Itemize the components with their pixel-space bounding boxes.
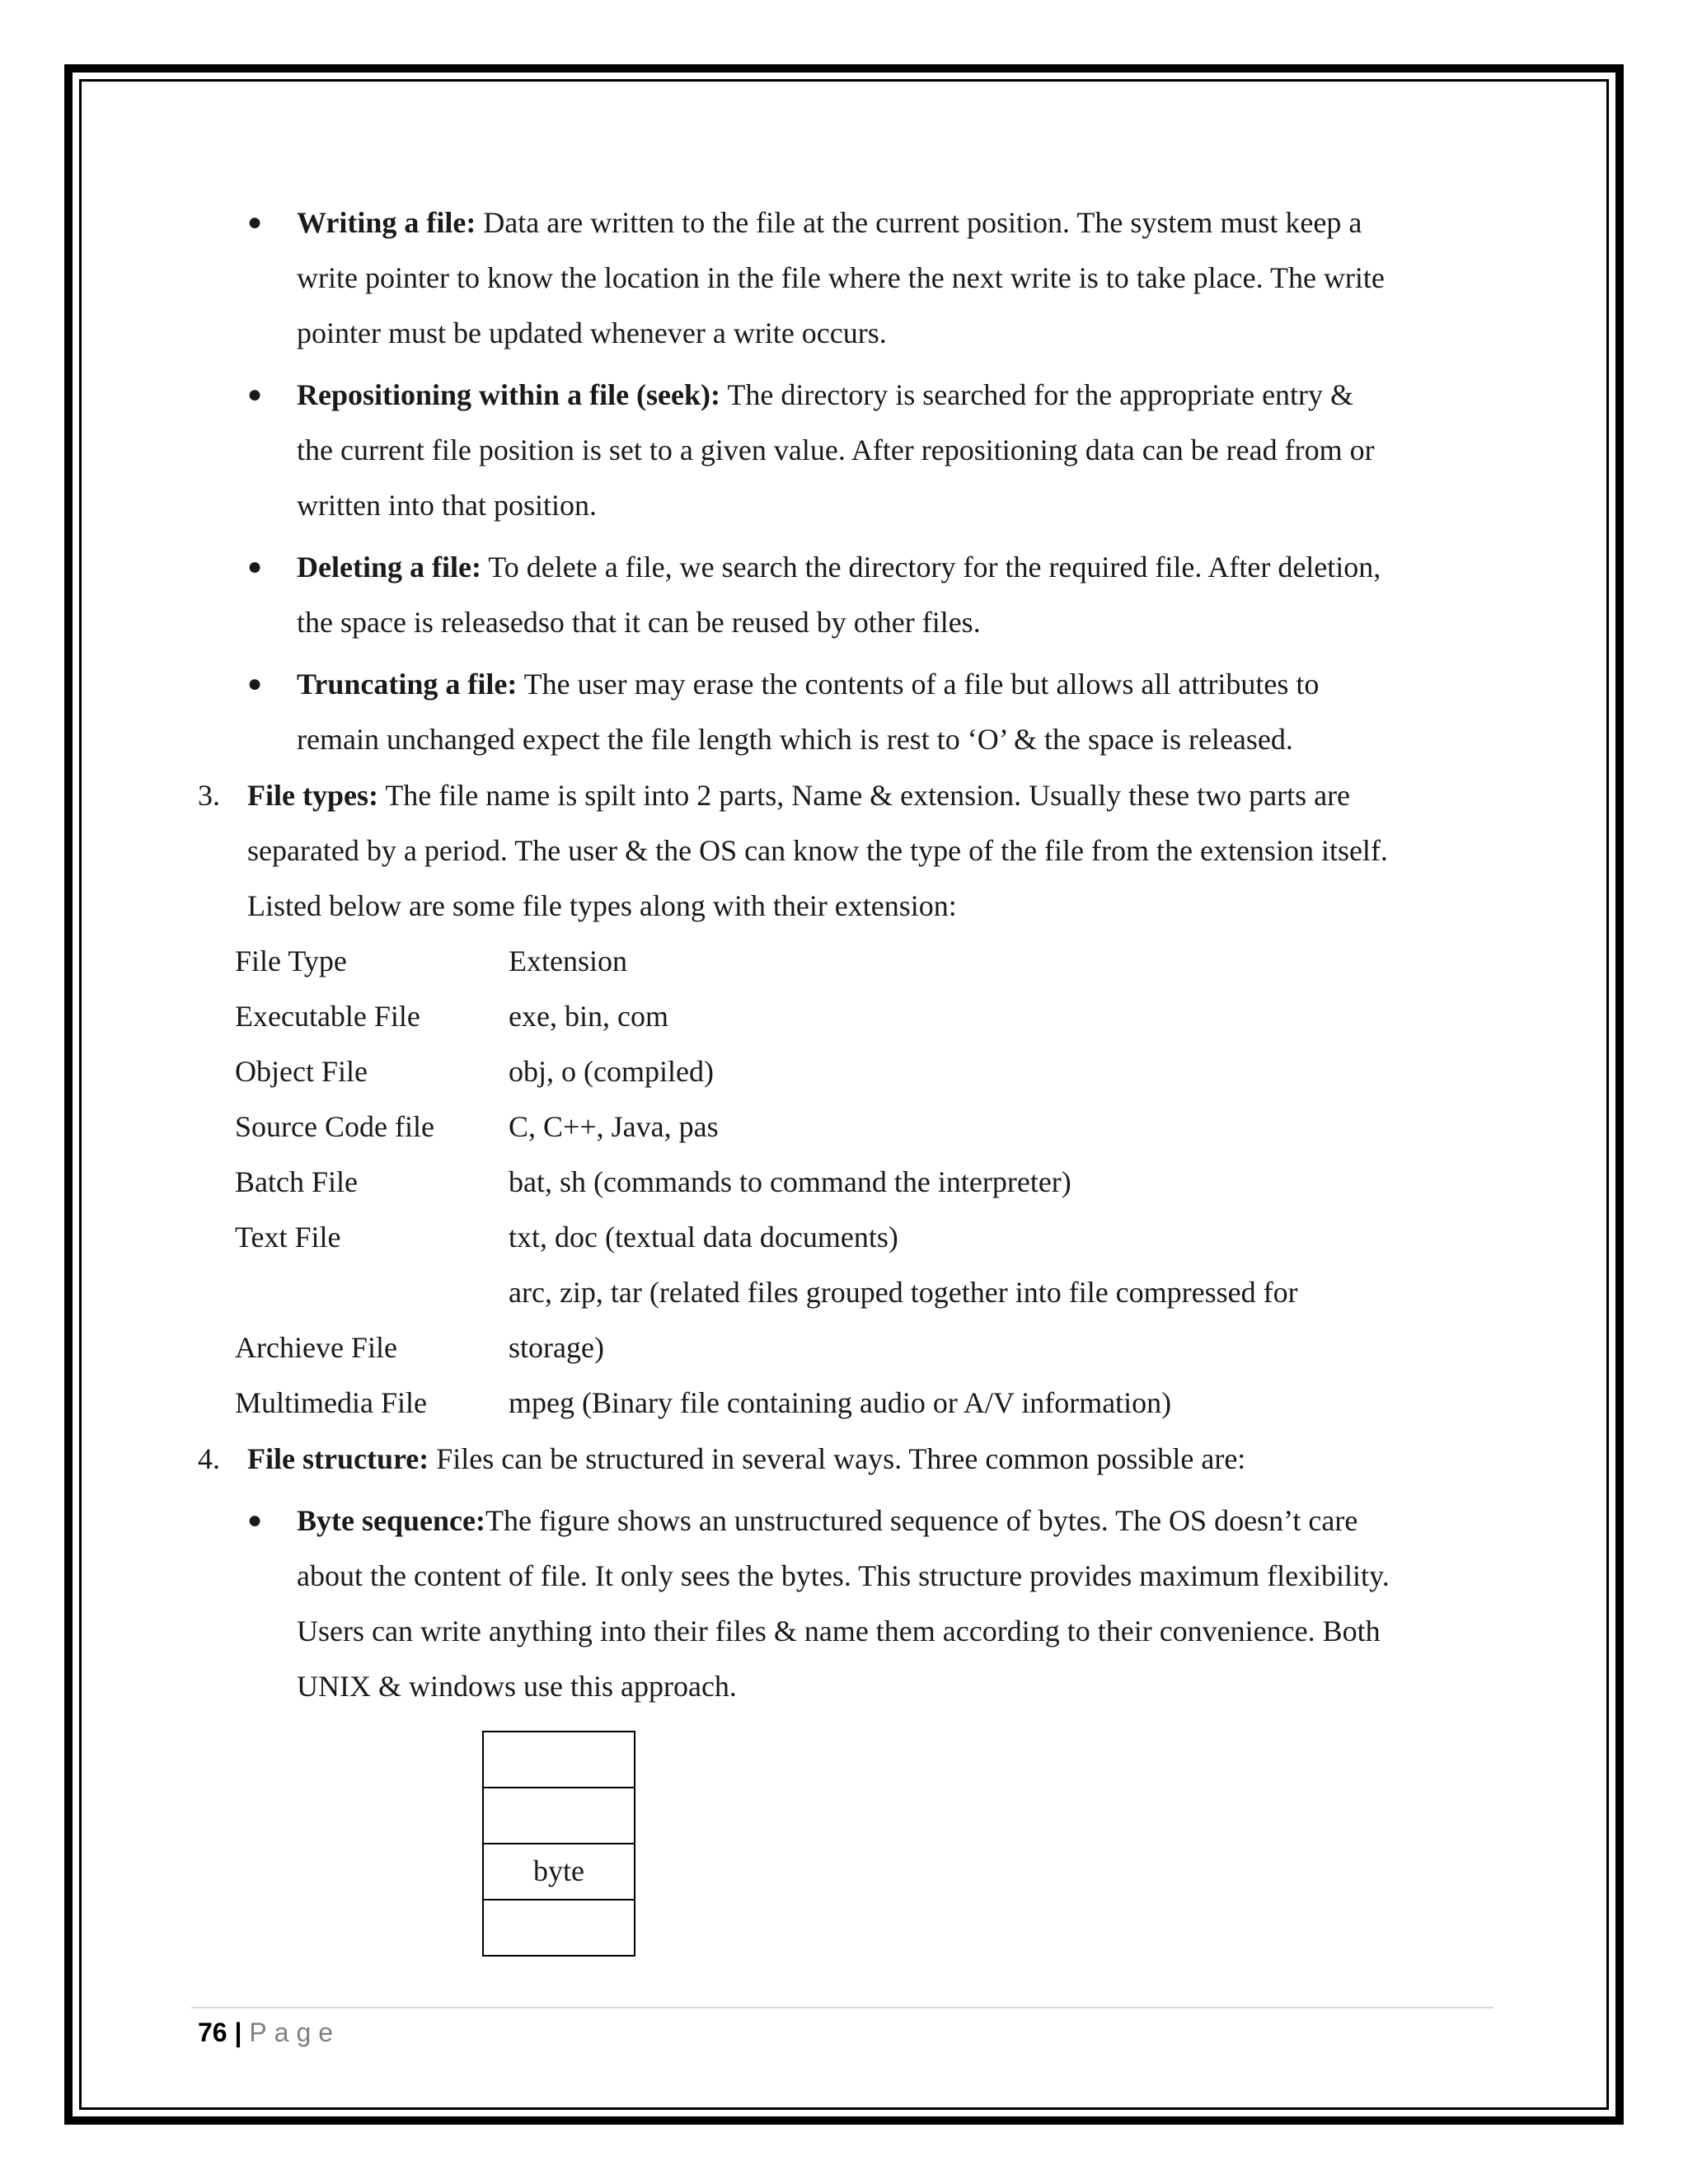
table-cell-extension: storage) <box>509 1331 604 1364</box>
bullet-truncate-line-1: Truncating a file: The user may erase the contents of a file but allows all attributes to <box>297 668 1320 701</box>
table-cell-type: Archieve File <box>235 1331 397 1364</box>
bullet-truncate-title: Truncating a file: <box>297 668 518 701</box>
bullet-seek-line-1: Repositioning within a file (seek): The directory is searched for the appropriate entry & <box>297 378 1354 411</box>
byte-cell <box>482 1899 635 1957</box>
bullet-byte-line-4: UNIX & windows use this approach. <box>297 1670 737 1703</box>
table-cell-extension: arc, zip, tar (related files grouped together into file compressed for <box>509 1276 1298 1309</box>
section3-line-3: Listed below are some file types along with their extension: <box>247 889 957 922</box>
section3-line-2: separated by a period. The user & the OS can know the type of the file from the extension itself. <box>247 834 1388 867</box>
table-cell-extension: exe, bin, com <box>509 1000 668 1033</box>
bullet-seek-line-3: written into that position. <box>297 489 597 522</box>
bullet-icon: ● <box>247 553 263 580</box>
section3-line-1: File types: The file name is spilt into 2 parts, Name & extension. Usually these two parts are <box>247 779 1351 812</box>
bullet-seek-line-2: the current file position is set to a given value. After repositioning data can be read from or <box>297 434 1375 466</box>
bullet-byte-title: Byte sequence: <box>297 1504 485 1537</box>
bullet-delete-title: Deleting a file: <box>297 551 481 583</box>
bullet-seek-title: Repositioning within a file (seek): <box>297 378 721 411</box>
table-cell-extension: bat, sh (commands to command the interpreter) <box>509 1165 1071 1198</box>
bullet-truncate-line-2: remain unchanged expect the file length which is rest to ‘O’ & the space is released. <box>297 723 1293 756</box>
bullet-writing-line-2: write pointer to know the location in the file where the next write is to take place. The write <box>297 261 1385 294</box>
table-cell-extension: C, C++, Java, pas <box>509 1110 719 1143</box>
table-header-file-type: File Type <box>235 944 347 977</box>
table-cell-type: Executable File <box>235 1000 420 1033</box>
page-label: Page <box>249 2018 341 2047</box>
byte-cell <box>482 1787 635 1844</box>
bullet-icon: ● <box>247 670 263 697</box>
table-cell-extension: txt, doc (textual data documents) <box>509 1221 898 1254</box>
table-cell-extension: mpeg (Binary file containing audio or A/V information) <box>509 1386 1172 1419</box>
table-cell-type: Source Code file <box>235 1110 434 1143</box>
footer-separator: | <box>234 2018 242 2047</box>
table-cell-type: Object File <box>235 1055 368 1088</box>
table-cell-type: Multimedia File <box>235 1386 427 1419</box>
byte-cell-labeled: byte <box>482 1843 635 1900</box>
bullet-delete-line-2: the space is releasedso that it can be reused by other files. <box>297 606 981 639</box>
bullet-byte-line-1: Byte sequence:The figure shows an unstructured sequence of bytes. The OS doesn’t care <box>297 1504 1358 1537</box>
bullet-writing-title: Writing a file: <box>297 206 476 239</box>
table-cell-extension: obj, o (compiled) <box>509 1055 714 1088</box>
bullet-icon: ● <box>247 1507 263 1534</box>
bullet-icon: ● <box>247 209 263 236</box>
table-cell-type: Text File <box>235 1221 341 1254</box>
section3-title: File types: <box>247 779 378 812</box>
bullet-byte-line-2: about the content of file. It only sees the bytes. This structure provides maximum flexibility. <box>297 1559 1390 1592</box>
bullet-delete-line-1: Deleting a file: To delete a file, we search the directory for the required file. After deletion, <box>297 551 1381 583</box>
page-number: 76 <box>198 2018 227 2047</box>
table-cell-type: Batch File <box>235 1165 358 1198</box>
section-number: 3. <box>198 779 220 812</box>
bullet-byte-line-3: Users can write anything into their files & name them according to their convenience. Both <box>297 1615 1381 1647</box>
byte-cell <box>482 1731 635 1788</box>
page-footer <box>198 2016 340 2049</box>
bullet-icon: ● <box>247 381 263 408</box>
section-number: 4. <box>198 1442 220 1475</box>
footer-divider <box>191 2007 1493 2008</box>
section4-line-1: File structure: Files can be structured in several ways. Three common possible are: <box>247 1442 1246 1475</box>
section4-title: File structure: <box>247 1442 429 1475</box>
table-header-extension: Extension <box>509 944 627 977</box>
bullet-writing-line-3: pointer must be updated whenever a write occurs. <box>297 316 887 349</box>
bullet-writing-line-1: Writing a file: Data are written to the file at the current position. The system must keep a <box>297 206 1362 239</box>
